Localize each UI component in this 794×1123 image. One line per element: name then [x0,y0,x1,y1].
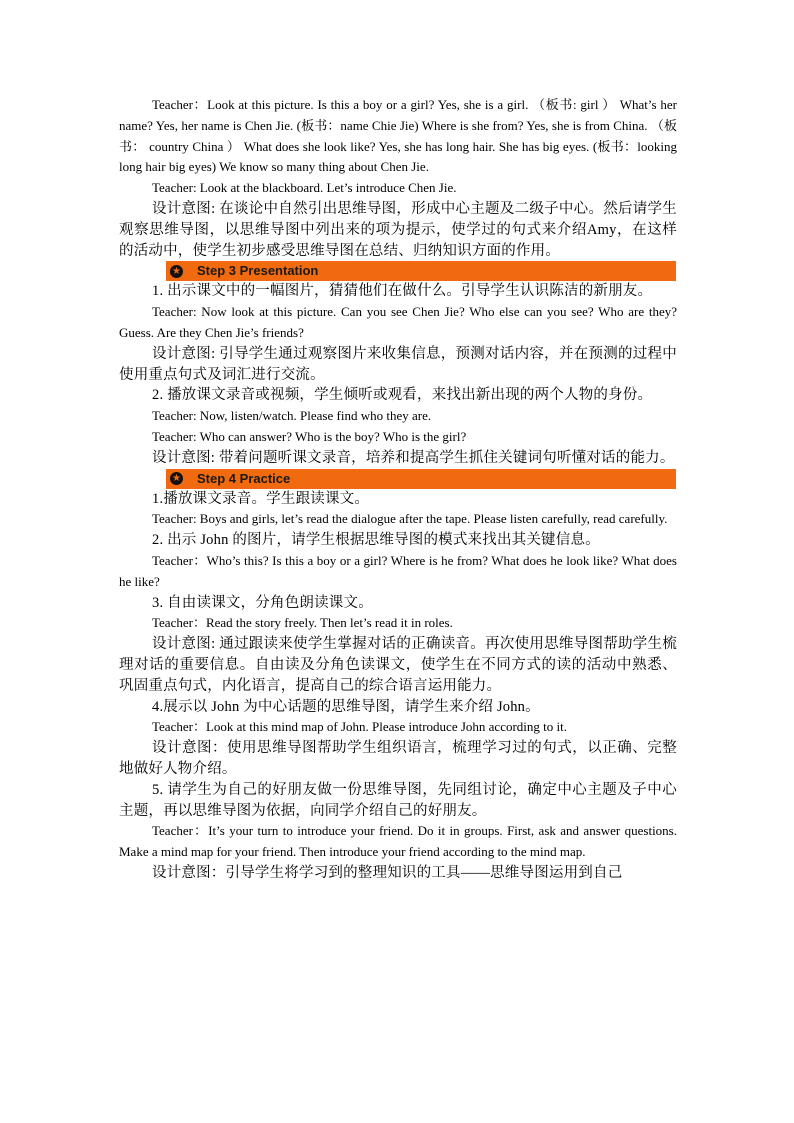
design-intent-paragraph: 设计意图: 带着问题听课文录音，培养和提高学生抓住关键词句听懂对话的能力。 [152,449,675,466]
paragraph: 2. 出示 John 的图片，请学生根据思维导图的模式来找出其关键信息。 [152,532,600,549]
step-4-title: Step 4 Practice [197,470,291,486]
paragraph: Teacher: Now look at this picture. Can you see Chen Jie? Who else can you see? Who are they? Guess. Are they Chen Jie’s friends? [119,304,677,340]
design-intent-paragraph: 设计意图: 在谈论中自然引出思维导图，形成中心主题及二级子中心。然后请学生观察思维导图，以思维导图中列出来的项为提示，使学过的句式来介绍Amy，在这样的活动中，使学生初步感受思维导图在总结、归纳知识方面的作用。 [119,200,677,259]
paragraph: Teacher：Who’s this? Is this a boy or a girl? Where is he from? What does he look like? What does he like? [119,552,677,589]
document-page [119,95,677,884]
paragraph: Teacher：Read the story freely. Then let’s read it in roles. [152,615,453,631]
star-bullet-icon: ★ [170,265,183,278]
paragraph: 4.展示以 John 为中心话题的思维导图，请学生来介绍 John。 [152,698,540,715]
paragraph: 5. 请学生为自己的好朋友做一份思维导图，先同组讨论，确定中心主题及子中心主题，再以思维导图为依据，向同学介绍自己的好朋友。 [119,781,677,819]
step-3-title: Step 3 Presentation [197,263,319,279]
paragraph: Teacher：Look at this picture. Is this a boy or a girl? Yes, she is a girl. （板书: girl ） What’s her name? Yes, her name is Chen Jie. (板书：name Chie Jie) Where is she from? Yes, she is from China. （板书： country China ） What does she look like? Yes, she has long hair. She has big eyes. (板书：looking long hair big eyes) We know so many thing about Chen Jie. [119,97,677,175]
paragraph: Teacher：Look at this mind map of John. Please introduce John according to it. [152,719,567,735]
paragraph: 3. 自由读课文，分角色朗读课文。 [152,594,373,611]
paragraph: Teacher: Look at the blackboard. Let’s introduce Chen Jie. [152,180,457,196]
step-3-heading [166,261,676,281]
step-4-heading [166,469,676,489]
paragraph: 1.播放课文录音。学生跟读课文。 [152,490,370,507]
paragraph: 2. 播放课文录音或视频，学生倾听或观看，来找出新出现的两个人物的身份。 [152,387,653,404]
paragraph: Teacher: Now, listen/watch. Please find who they are. [152,408,432,424]
star-bullet-icon: ★ [170,472,183,485]
design-intent-paragraph: 设计意图：引导学生将学习到的整理知识的工具——思维导图运用到自己 [152,864,623,881]
design-intent-paragraph: 设计意图: 引导学生通过观察图片来收集信息，预测对话内容，并在预测的过程中使用重点句式及词汇进行交流。 [119,345,677,383]
paragraph: 1. 出示课文中的一幅图片，猜猜他们在做什么。引导学生认识陈洁的新朋友。 [152,283,653,300]
paragraph: Teacher：It’s your turn to introduce your friend. Do it in groups. First, ask and answer questions. Make a mind map for your friend. Then introduce your friend according to the mind map. [119,823,677,860]
design-intent-paragraph: 设计意图：使用思维导图帮助学生组织语言，梳理学习过的句式，以正确、完整地做好人物介绍。 [119,740,677,777]
paragraph: Teacher: Boys and girls, let’s read the dialogue after the tape. Please listen carefully, read carefully. [152,511,668,527]
paragraph: Teacher: Who can answer? Who is the boy? Who is the girl? [152,428,467,444]
design-intent-paragraph: 设计意图: 通过跟读来使学生掌握对话的正确读音。再次使用思维导图帮助学生梳理对话的重要信息。自由读及分角色读课文，使学生在不同方式的读的活动中熟悉、巩固重点句式，内化语言，提高自己的综合语言运用能力。 [119,636,677,694]
